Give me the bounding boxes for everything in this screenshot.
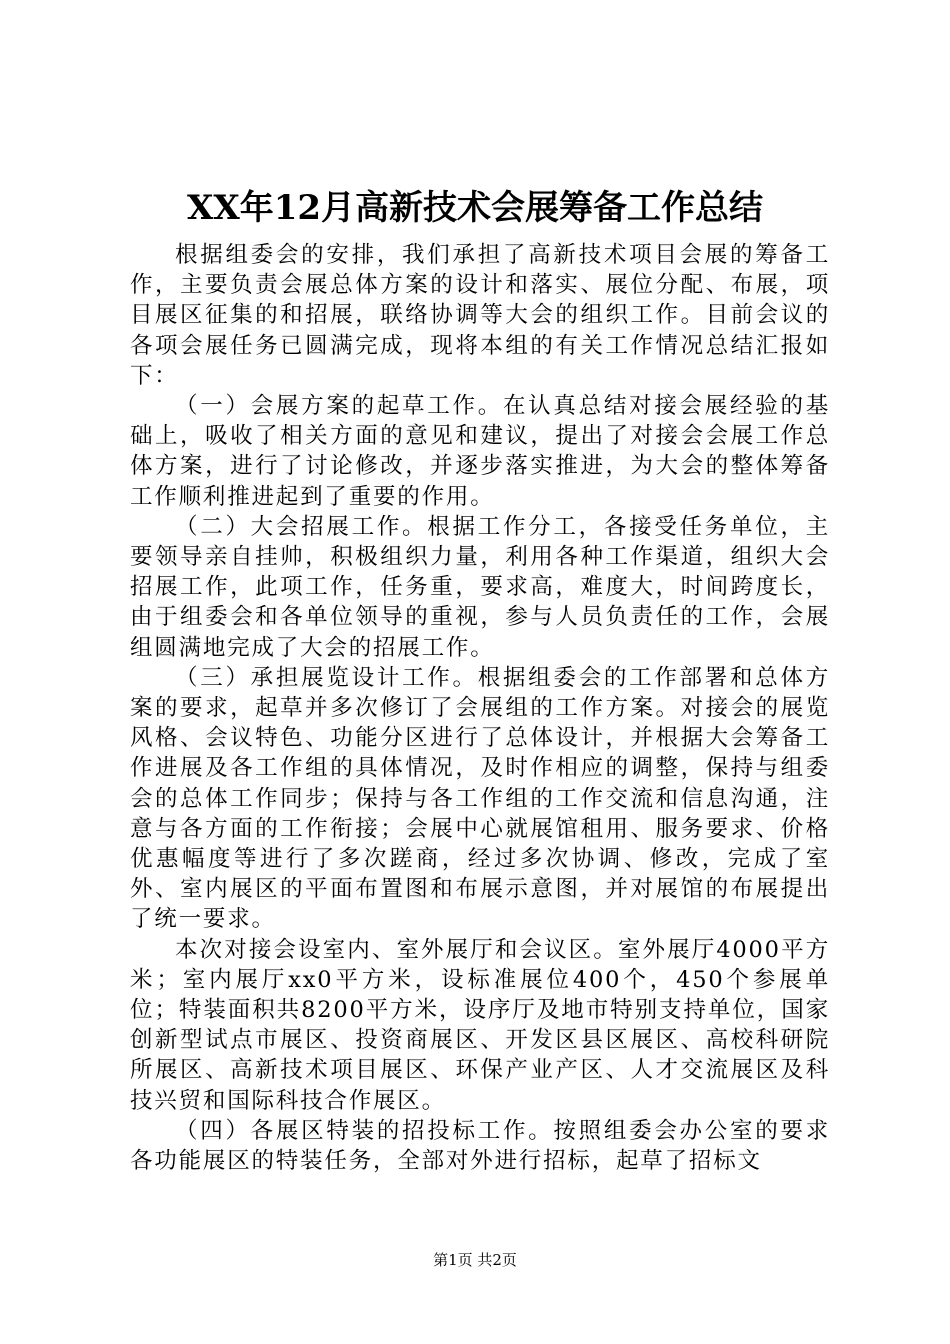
paragraph-venue-details: 本次对接会设室内、室外展厅和会议区。室外展厅4000平方米；室内展厅xx0平方米，设标准展位400个，450个参展单位；特装面积共8200平方米，设序厅及地市特别支持单位，国家创新型试点市展区、投资商展区、开发区县区展区、高校科研院所展区、高新技术项目展区、环保产业产区、人才交流展区及科技兴贸和国际科技合作展区。: [130, 936, 830, 1114]
paragraph-section-4: （四）各展区特装的招投标工作。按照组委会办公室的要求各功能展区的特装任务，全部对外进行招标，起草了招标文: [130, 1117, 830, 1175]
document-body: [130, 240, 830, 1176]
paragraph-section-1: （一）会展方案的起草工作。在认真总结对接会展经验的基础上，吸收了相关方面的意见和建议，提出了对接会会展工作总体方案，进行了讨论修改，并逐步落实推进，为大会的整体筹备工作顺利推进起到了重要的作用。: [130, 393, 830, 510]
paragraph-section-2: （二）大会招展工作。根据工作分工，各接受任务单位，主要领导亲自挂帅，积极组织力量，利用各种工作渠道，组织大会招展工作，此项工作，任务重，要求高，难度大，时间跨度长，由于组委会和各单位领导的重视，参与人员负责任的工作，会展组圆满地完成了大会的招展工作。: [130, 513, 830, 661]
page-number-footer: 第1页 共2页: [433, 1251, 517, 1269]
paragraph-section-3: （三）承担展览设计工作。根据组委会的工作部署和总体方案的要求，起草并多次修订了会展组的工作方案。对接会的展览风格、会议特色、功能分区进行了总体设计，并根据大会筹备工作进展及各工作组的具体情况，及时作相应的调整，保持与组委会的总体工作同步；保持与各工作组的工作交流和信息沟通，注意与各方面的工作衔接；会展中心就展馆租用、服务要求、价格优惠幅度等进行了多次蹉商，经过多次协调、修改，完成了室外、室内展区的平面布置图和布展示意图，并对展馆的布展提出了统一要求。: [130, 664, 830, 933]
paragraph-intro: 根据组委会的安排，我们承担了高新技术项目会展的筹备工作，主要负责会展总体方案的设计和落实、展位分配、布展，项目展区征集的和招展，联络协调等大会的组织工作。目前会议的各项会展任务已圆满完成，现将本组的有关工作情况总结汇报如下：: [130, 242, 830, 389]
document-title: XX年12月高新技术会展筹备工作总结: [186, 188, 764, 228]
